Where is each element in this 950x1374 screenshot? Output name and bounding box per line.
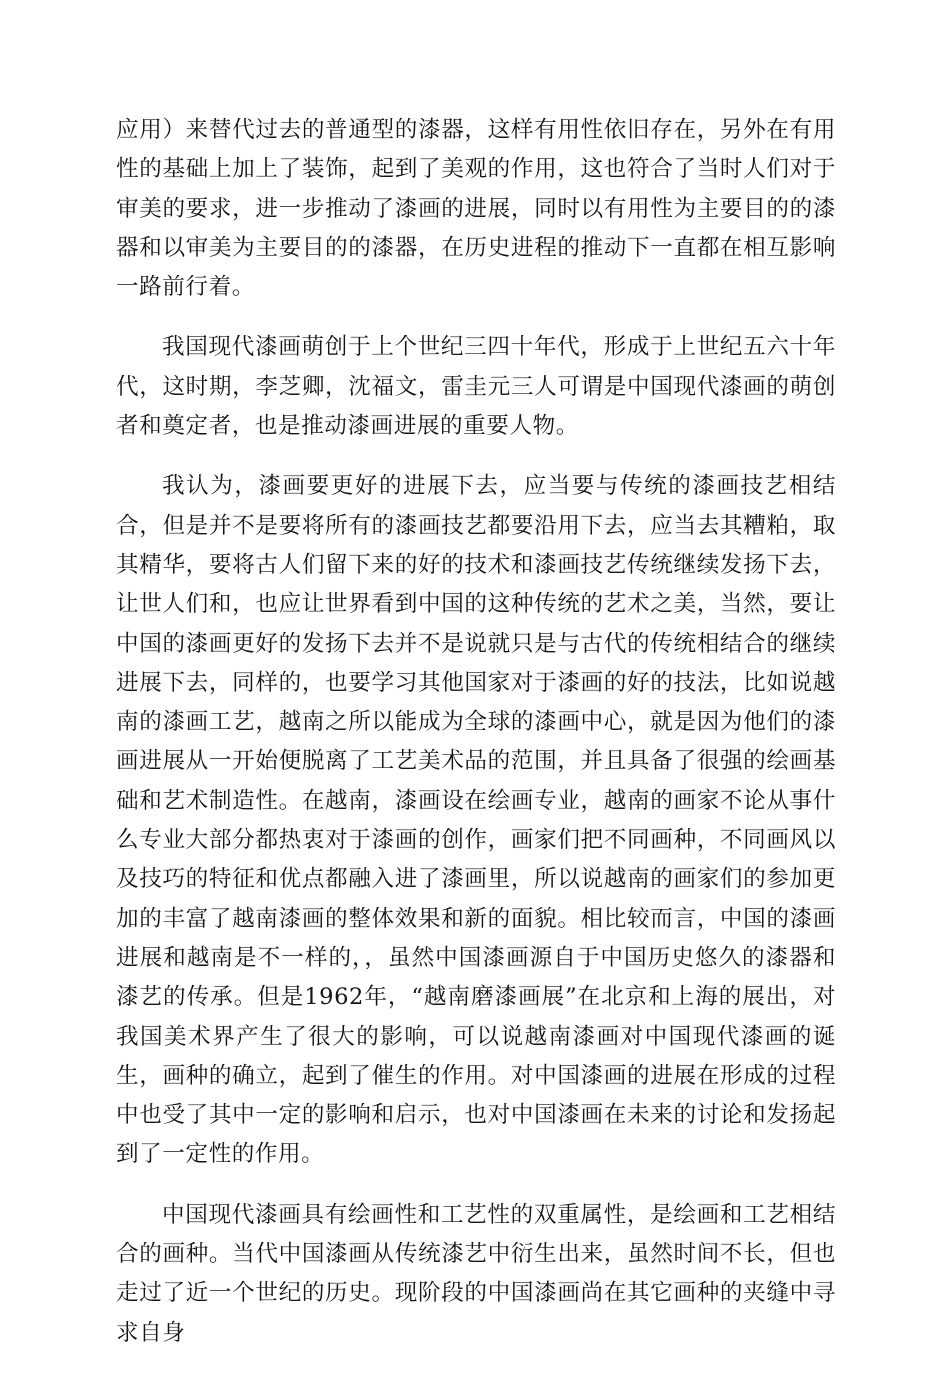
paragraph-continuation: 应用）来替代过去的普通型的漆器，这样有用性依旧存在，另外在有用性的基础上加上了装饰，起到了美观的作用，这也符合了当时人们对于审美的要求，进一步推动了漆画的进展，同时以有用性为主要目的的漆器和以审美为主要目的的漆器，在历史进程的推动下一直都在相互影响一路前行着。 <box>116 117 836 301</box>
paragraph-modern-lacquer-origins: 我国现代漆画萌创于上个世纪三四十年代，形成于上世纪五六十年代，这时期，李芝卿，沈福文，雷圭元三人可谓是中国现代漆画的萌创者和奠定者，也是推动漆画进展的重要人物。 <box>116 334 836 440</box>
document-body <box>116 111 836 1374</box>
paragraph-dual-attributes: 中国现代漆画具有绘画性和工艺性的双重属性，是绘画和工艺相结合的画种。当代中国漆画从传统漆艺中衍生出来，虽然时间不长，但也走过了近一个世纪的历史。现阶段的中国漆画尚在其它画种的夹缝中寻求自身 <box>116 1201 836 1346</box>
paragraph-tradition-and-vietnam: 我认为，漆画要更好的进展下去，应当要与传统的漆画技艺相结合，但是并不是要将所有的漆画技艺都要沿用下去，应当去其糟粕，取其精华，要将古人们留下来的好的技术和漆画技艺传统继续发扬下去，让世人们和，也应让世界看到中国的这种传统的艺术之美，当然，要让中国的漆画更好的发扬下去并不是说就只是与古代的传统相结合的继续进展下去，同样的，也要学习其他国家对于漆画的好的技法，比如说越南的漆画工艺，越南之所以能成为全球的漆画中心，就是因为他们的漆画进展从一开始便脱离了工艺美术品的范围，并且具备了很强的绘画基础和艺术制造性。在越南，漆画设在绘画专业，越南的画家不论从事什么专业大部分都热衷对于漆画的创作，画家们把不同画种，不同画风以及技巧的特征和优点都融入进了漆画里，所以说越南的画家们的参加更加的丰富了越南漆画的整体效果和新的面貌。相比较而言，中国的漆画进展和越南是不一样的，，虽然中国漆画源自于中国历史悠久的漆器和漆艺的传承。但是1962年，“越南磨漆画展”在北京和上海的展出，对我国美术界产生了很大的影响，可以说越南漆画对中国现代漆画的诞生，画种的确立，起到了催生的作用。对中国漆画的进展在形成的过程中也受了其中一定的影响和启示，也对中国漆画在未来的讨论和发扬起到了一定性的作用。 <box>116 473 836 1168</box>
